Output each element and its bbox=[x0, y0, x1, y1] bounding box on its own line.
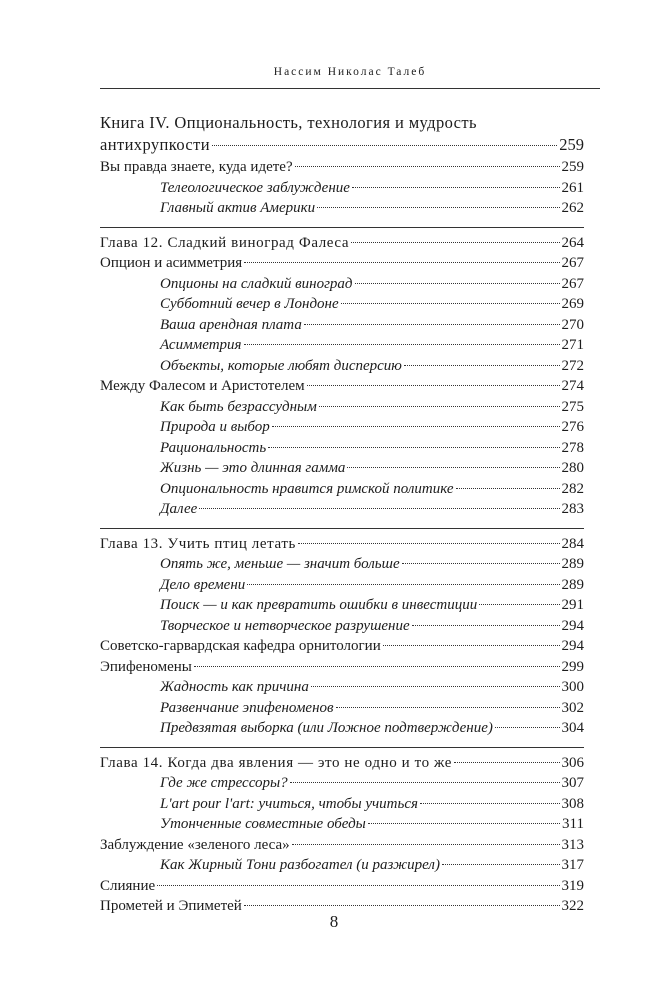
dot-leader bbox=[352, 187, 560, 188]
dot-leader bbox=[355, 283, 560, 284]
entry-title: Глава 12. Сладкий виноград Фалеса bbox=[100, 234, 350, 251]
dot-leader bbox=[495, 727, 560, 728]
toc-subentry[interactable] bbox=[100, 816, 584, 837]
toc-subentry[interactable] bbox=[100, 296, 584, 317]
entry-page: 261 bbox=[561, 179, 584, 196]
chapter-separator bbox=[100, 227, 584, 228]
entry-page: 275 bbox=[561, 398, 584, 415]
entry-title: Опциональность нравится римской политике bbox=[160, 480, 454, 497]
toc-entry[interactable] bbox=[100, 659, 584, 680]
dot-leader bbox=[383, 645, 560, 646]
dot-leader bbox=[304, 324, 560, 325]
entry-title: Природа и выбор bbox=[160, 419, 270, 435]
entry-page: 270 bbox=[561, 316, 584, 333]
dot-leader bbox=[420, 803, 560, 804]
dot-leader bbox=[404, 365, 560, 366]
dot-leader bbox=[199, 508, 559, 509]
dot-leader bbox=[244, 262, 559, 263]
entry-page: 274 bbox=[561, 378, 584, 394]
entry-title: Субботний вечер в Лондоне bbox=[160, 296, 339, 312]
entry-title: Где же стрессоры? bbox=[160, 775, 288, 791]
dot-leader bbox=[311, 686, 560, 687]
entry-title: Глава 13. Учить птиц летать bbox=[100, 535, 296, 552]
entry-title: Жизнь — это длинная гамма bbox=[160, 460, 346, 476]
entry-title: Объекты, которые любят дисперсию bbox=[160, 357, 402, 374]
entry-page: 294 bbox=[561, 617, 584, 634]
toc-subentry[interactable] bbox=[100, 481, 584, 502]
entry-title: Опцион и асимметрия bbox=[100, 255, 243, 271]
dot-leader bbox=[247, 584, 559, 585]
dot-leader bbox=[336, 707, 560, 708]
dot-leader bbox=[479, 604, 559, 605]
entry-page: 267 bbox=[561, 255, 584, 271]
dot-leader bbox=[244, 905, 560, 906]
entry-title: Слияние bbox=[100, 877, 156, 894]
entry-page: 278 bbox=[561, 439, 584, 456]
chapter-entry[interactable] bbox=[100, 755, 584, 776]
book-title[interactable] bbox=[100, 112, 584, 156]
entry-title: Как Жирный Тони разбогател (и разжирел) bbox=[160, 857, 440, 873]
toc-entry[interactable] bbox=[100, 878, 584, 899]
dot-leader bbox=[268, 447, 559, 448]
entry-title: Творческое и нетворческое разрушение bbox=[160, 617, 410, 634]
dot-leader bbox=[341, 303, 560, 304]
dot-leader bbox=[317, 207, 559, 208]
entry-page: 264 bbox=[561, 234, 584, 251]
entry-page: 300 bbox=[561, 679, 584, 695]
header-rule bbox=[100, 88, 600, 89]
dot-leader bbox=[307, 385, 560, 386]
chapter-separator bbox=[100, 528, 584, 529]
entry-page: 311 bbox=[562, 816, 584, 832]
chapter-entry[interactable] bbox=[100, 235, 584, 256]
entry-page: 269 bbox=[561, 296, 584, 312]
dot-leader bbox=[347, 467, 559, 468]
entry-title: Эпифеномены bbox=[100, 658, 192, 675]
dot-leader bbox=[194, 666, 560, 667]
entry-title: Поиск — и как превратить ошибки в инвестиции bbox=[160, 597, 478, 613]
toc-subentry[interactable] bbox=[100, 200, 584, 221]
entry-page: 283 bbox=[561, 501, 584, 517]
book-title-line2-row bbox=[100, 134, 584, 156]
toc-subentry[interactable] bbox=[100, 618, 584, 639]
toc-subentry[interactable] bbox=[100, 419, 584, 440]
toc-subentry[interactable] bbox=[100, 399, 584, 420]
entry-title: Развенчание эпифеноменов bbox=[160, 699, 334, 716]
toc-subentry[interactable] bbox=[100, 501, 584, 522]
entry-page: 289 bbox=[561, 576, 584, 593]
toc-subentry[interactable] bbox=[100, 796, 584, 817]
dot-leader bbox=[295, 166, 560, 167]
entry-title: Опционы на сладкий виноград bbox=[160, 275, 353, 292]
chapter-separator bbox=[100, 747, 584, 748]
entry-page: 289 bbox=[561, 556, 584, 572]
entry-title: Предвзятая выборка (или Ложное подтверждение) bbox=[160, 720, 493, 736]
entry-title: Жадность как причина bbox=[160, 679, 309, 695]
toc-subentry[interactable] bbox=[100, 180, 584, 201]
entry-page: 284 bbox=[561, 535, 584, 552]
entry-page: 271 bbox=[561, 337, 584, 353]
entry-page: 276 bbox=[561, 419, 584, 435]
toc-subentry[interactable] bbox=[100, 700, 584, 721]
dot-leader bbox=[157, 885, 559, 886]
entry-page: 291 bbox=[561, 597, 584, 613]
toc-subentry[interactable] bbox=[100, 597, 584, 618]
toc-subentry[interactable] bbox=[100, 679, 584, 700]
toc-subentry[interactable] bbox=[100, 358, 584, 379]
toc-entry[interactable] bbox=[100, 837, 584, 858]
entry-title: Как быть безрассудным bbox=[160, 398, 317, 415]
dot-leader bbox=[351, 242, 559, 243]
dot-leader bbox=[319, 406, 560, 407]
dot-leader bbox=[290, 782, 560, 783]
entry-page: 306 bbox=[561, 754, 584, 771]
page-number: 8 bbox=[329, 912, 339, 931]
dot-leader bbox=[442, 864, 560, 865]
dot-leader bbox=[368, 823, 560, 824]
entry-title: Рациональность bbox=[160, 439, 267, 456]
chapter-entry[interactable] bbox=[100, 536, 584, 557]
entry-page: 272 bbox=[561, 357, 584, 374]
dot-leader bbox=[412, 625, 560, 626]
entry-page: 319 bbox=[561, 877, 584, 894]
entry-page: 304 bbox=[561, 720, 584, 736]
entry-title: Далее bbox=[160, 501, 198, 517]
entry-page: 317 bbox=[561, 857, 584, 873]
entry-page: 308 bbox=[561, 795, 584, 812]
entry-page: 294 bbox=[561, 638, 584, 654]
entry-title: Утонченные совместные обеды bbox=[160, 816, 366, 832]
dot-leader bbox=[292, 844, 560, 845]
entry-title: Заблуждение «зеленого леса» bbox=[100, 836, 290, 853]
entry-page: 313 bbox=[561, 836, 584, 853]
toc-entry[interactable] bbox=[100, 255, 584, 276]
toc-subentry[interactable] bbox=[100, 460, 584, 481]
entry-page: 322 bbox=[561, 898, 584, 914]
entry-page: 259 bbox=[561, 159, 584, 175]
dot-leader bbox=[402, 563, 560, 564]
toc-subentry[interactable] bbox=[100, 775, 584, 796]
entry-title: Прометей и Эпиметей bbox=[100, 898, 242, 914]
running-header: Нассим Николас Талеб bbox=[273, 66, 427, 78]
entry-title: Дело времени bbox=[160, 576, 246, 593]
toc-entry[interactable] bbox=[100, 638, 584, 659]
entry-page: 307 bbox=[561, 775, 584, 791]
table-of-contents bbox=[100, 112, 584, 919]
book-title-line1: Книга IV. Опциональность, технология и мудрость bbox=[100, 113, 477, 132]
entry-title: Телеологическое заблуждение bbox=[160, 179, 350, 196]
dot-leader bbox=[212, 145, 557, 146]
entry-page: 302 bbox=[561, 699, 584, 716]
entry-page: 282 bbox=[561, 480, 584, 497]
entry-title: Ваша арендная плата bbox=[160, 316, 302, 333]
dot-leader bbox=[298, 543, 560, 544]
toc-subentry[interactable] bbox=[100, 337, 584, 358]
entry-title: L'art pour l'art: учиться, чтобы учиться bbox=[160, 795, 418, 812]
book-title-line2: антихрупкости bbox=[100, 135, 210, 154]
entry-page: 262 bbox=[561, 200, 584, 216]
entry-page: 299 bbox=[561, 658, 584, 675]
entry-title: Глава 14. Когда два явления — это не одно и то же bbox=[100, 754, 453, 771]
toc-subentry[interactable] bbox=[100, 440, 584, 461]
entry-title: Советско-гарвардская кафедра орнитологии bbox=[100, 638, 381, 654]
entry-title: Главный актив Америки bbox=[160, 200, 316, 216]
book-page: 259 bbox=[559, 135, 584, 154]
dot-leader bbox=[272, 426, 560, 427]
entry-title: Опять же, меньше — значит больше bbox=[160, 556, 400, 572]
toc-subentry[interactable] bbox=[100, 577, 584, 598]
toc-subentry[interactable] bbox=[100, 556, 584, 577]
dot-leader bbox=[454, 762, 559, 763]
entry-page: 280 bbox=[561, 460, 584, 476]
toc-subentry[interactable] bbox=[100, 720, 584, 741]
entry-title: Вы правда знаете, куда идете? bbox=[100, 159, 293, 175]
toc-entry[interactable] bbox=[100, 159, 584, 180]
toc-subentry[interactable] bbox=[100, 276, 584, 297]
dot-leader bbox=[244, 344, 560, 345]
entry-page: 267 bbox=[561, 275, 584, 292]
dot-leader bbox=[456, 488, 560, 489]
toc-subentry[interactable] bbox=[100, 317, 584, 338]
toc-subentry[interactable] bbox=[100, 857, 584, 878]
toc-entry[interactable] bbox=[100, 378, 584, 399]
entry-title: Асимметрия bbox=[160, 337, 242, 353]
entry-title: Между Фалесом и Аристотелем bbox=[100, 378, 305, 394]
